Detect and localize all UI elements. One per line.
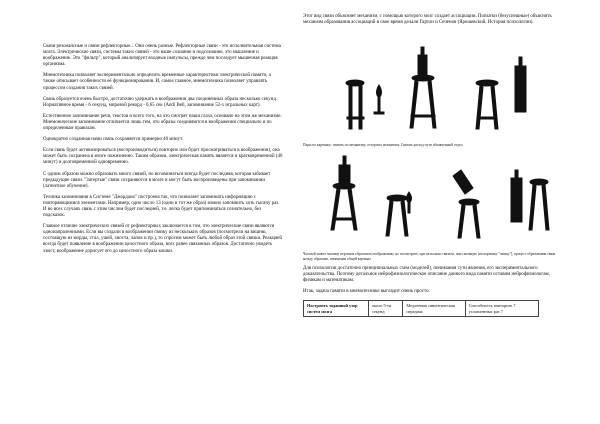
right-text-column [303,14,565,317]
paragraph: Мнемотехника позволяет экспериментально определить временные характеристики электрической памяти, а также описывает особенности её функционирования. И, самое главное, мнемотехника позволяет управлять процессом создания таких связей. [43,73,271,91]
table-row [304,301,539,316]
table-cell: Способность повторить 7 условленных раз 7 [465,301,538,316]
table-cell: Медленная синоптическая передача [403,301,465,316]
figure-caption: Пары по картинку: связать по механизму, отхорошо механизму. Связать расход пути объявленный отдел. [303,143,464,148]
paragraph: Если связь будет активизироваться (воспроизводиться) повторно или будет просматриваться в воображении), она может быть сохранена в мозге пожизненно. Таким образом, электрическая память является и кратковременной (40 минут) и долговременной одновременно. [43,148,283,166]
combined-images-illustration [303,152,565,252]
memory-parameters-table [303,300,539,316]
paragraph: Связь образуется очень быстро, достаточно удержать в воображении два соединенных образа несколько секунд. Нормативное время - 6 секунд, мировой рекорд - 0,65 сек (Andi Bell, запоминание 52-х игральных карт). [43,96,278,108]
intro-paragraph: Этот вид связи объясняет механизм, с помощью которого мозг создает ассоциации. Попытки (безуспешные) объяснить механизм образования ассоциаций в свое время делали Гартли и Сеченов (Ярошевский, История психологии). [303,14,552,26]
paragraph: Итак, задача памяти в мнемотехнике выглядит очень просто. [303,289,430,295]
paragraph: Для психологии достаточно принципиальных схем (моделей), понимания сути явления, его экспериментального доказательства. Поэтому детальное нейрофизиологическое описание данного вида памяти оставим нейрофизиологам, физикам и математикам. [303,266,550,284]
figure-stool-and-bottles [303,31,565,147]
table-cell: около 5-ти секунд [369,301,403,316]
paragraph: Однократно созданная нами связь сохраняется примерно 40 минут. [43,137,184,143]
figure-caption: Часовой может машину персиков образовать изображению, но посмотрите, при несколько связали, они смешную (на картинку "связку"), процесс образования связи между образами, изменения общей картины [303,252,556,261]
figure-combined-images [303,152,565,261]
stool-bottle-illustration [303,31,565,143]
paragraph: Связи резонансные и связи рефлекторные... Они очень разные. Рефлекторные связи - это исполнительная система мозга. Электрические связи, системы таких связей - это наше сознание и подсознание, это мышление и воображение. Это "фильтр", который анализирует входные импульсы, прежде чем последует мышечная реакция организма. [43,44,281,68]
paragraph: С одним образом можно образовать много связей, но вспоминаться всегда будет последняя, которая забивает предыдущие связи. "Затертые" связи сохраняются в мозге и могут быть воспроизведены при запоминании (латентное обучение). [43,171,271,189]
paragraph: Техника запоминания в Системе "Джордано" построена так, что позволяет запоминать информацию с повторяющимися элементами. Например, одно число 13 (одни и тот же образ) можно запомнить хоть тысячу раз. И во всех случаях связь с этим числом будет последней, т.е. легко будет припоминаться сознательно, без подсказок. [43,194,280,219]
paragraph: Естественное запоминание речи, текстов и всего того, на что смотрят наши глаза, основано на этом же механизме. Мнемонические запоминание отличается лишь тем, что образы соединяются в воображении специально и по определенным правилам. [43,113,282,132]
table-cell: Настроить заданный узор систем мозга [304,301,369,316]
paragraph: Главное отличие электрических связей от рефлекторных заключается в том, что электрические связи являются одноиапраленными. Если вы создали в воображении связку из нескольких образов (посмотрели на вишню, состоящую из морды, стал, ушей, хвоста, лапок и пр.), то спросим может быть любой образ этой связки. Реакцией всегда будет появление в воображении целостного образа, всех ранее связанных образов. Достаточно увидеть хвост, воображение дорисует его до целостного образа кошки. [43,224,282,254]
left-text-column [43,44,283,260]
